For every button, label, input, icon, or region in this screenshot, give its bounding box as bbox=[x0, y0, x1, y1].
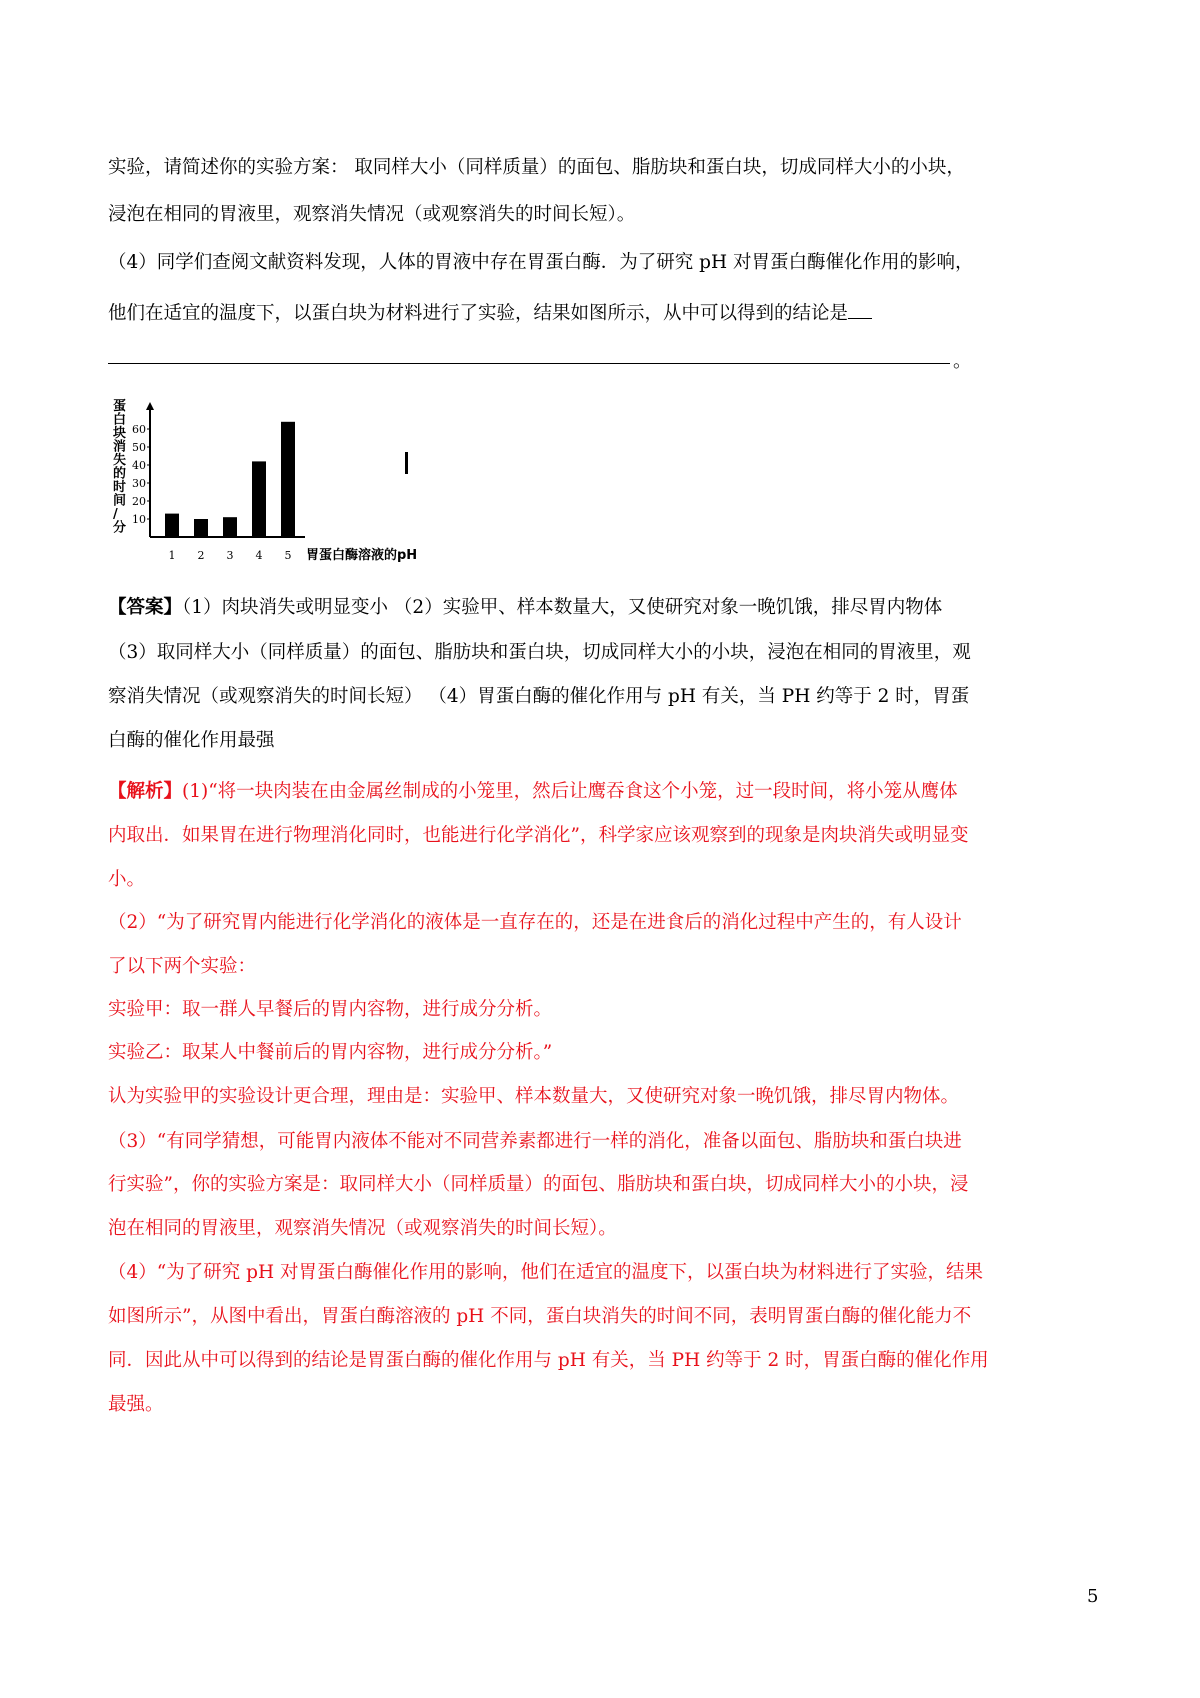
y-axis-label-char: 消 bbox=[113, 439, 127, 455]
y-tick-label: 30 bbox=[132, 477, 146, 490]
bar bbox=[281, 422, 295, 537]
analysis-label: 【解析】 bbox=[108, 781, 183, 802]
y-tick-label: 40 bbox=[132, 459, 146, 472]
analysis-line-10: 行实验”，你的实验方案是：取同样大小（同样质量）的面包、脂肪块和蛋白块，切成同样大小的小块，浸 bbox=[108, 1174, 969, 1195]
analysis-line-14: 同．因此从中可以得到的结论是胃蛋白酶的催化作用与 pH 有关，当 PH 约等于 2 时，胃蛋白酶的催化作用 bbox=[108, 1350, 989, 1371]
page-number: 5 bbox=[1087, 1586, 1099, 1607]
analysis-line-1 bbox=[108, 779, 1108, 805]
answer-blank-start bbox=[848, 298, 872, 319]
question-line-3: （4）同学们查阅文献资料发现，人体的胃液中存在胃蛋白酶．为了研究 pH 对胃蛋白酶催化作用的影响， bbox=[108, 252, 974, 273]
question-line-4 bbox=[108, 298, 1108, 327]
y-ticks bbox=[132, 423, 150, 526]
y-axis-label-char: 蛋 bbox=[113, 399, 127, 414]
bar bbox=[194, 519, 208, 537]
analysis-line-4: （2）“为了研究胃内能进行化学消化的液体是一直存在的，还是在进食后的消化过程中产生的，有人设计 bbox=[108, 912, 962, 933]
answer-blank-line bbox=[108, 363, 950, 364]
bar bbox=[252, 461, 266, 537]
y-axis-label-char: 分 bbox=[113, 520, 127, 536]
analysis-line-2: 内取出．如果胃在进行物理消化同时，也能进行化学消化”，科学家应该观察到的现象是肉块消失或明显变 bbox=[108, 825, 969, 846]
y-tick-label: 60 bbox=[132, 423, 146, 436]
x-tick-label: 2 bbox=[197, 549, 205, 562]
x-tick-label: 1 bbox=[168, 549, 176, 562]
y-axis-label-char: 的 bbox=[113, 466, 127, 482]
analysis-line-6: 实验甲：取一群人早餐后的胃内容物，进行成分分析。 bbox=[108, 999, 553, 1020]
answer-line-4: 白酶的催化作用最强 bbox=[108, 730, 275, 751]
analysis-line-9: （3）“有同学猜想，可能胃内液体不能对不同营养素都进行一样的消化，准备以面包、脂肪块和蛋白块进 bbox=[108, 1131, 962, 1152]
y-axis-label-char: 时 bbox=[113, 480, 127, 495]
blank-end-mark: 。 bbox=[953, 351, 972, 372]
y-axis-label bbox=[113, 398, 126, 536]
x-tick-label: 4 bbox=[255, 549, 263, 562]
analysis-line-12: （4）“为了研究 pH 对胃蛋白酶催化作用的影响，他们在适宜的温度下，以蛋白块为材料进行了实验，结果 bbox=[108, 1262, 983, 1283]
answer-line-1 bbox=[108, 595, 1108, 621]
y-tick-label: 50 bbox=[132, 441, 146, 454]
y-axis-label-char: 块 bbox=[113, 426, 127, 441]
analysis-line-15: 最强。 bbox=[108, 1394, 164, 1415]
analysis-line-13: 如图所示”，从图中看出，胃蛋白酶溶液的 pH 不同，蛋白块消失的时间不同，表明胃蛋白酶的催化能力不 bbox=[108, 1306, 972, 1327]
y-tick-label: 20 bbox=[132, 495, 146, 508]
side-mark bbox=[405, 452, 408, 474]
x-ticks bbox=[169, 549, 292, 562]
y-axis-label-char: / bbox=[113, 507, 118, 522]
answer-label: 【答案】 bbox=[108, 597, 183, 618]
analysis-line-11: 泡在相同的胃液里，观察消失情况（或观察消失的时间长短）。 bbox=[108, 1218, 617, 1239]
bar bbox=[165, 514, 179, 537]
analysis-line-7: 实验乙：取某人中餐前后的胃内容物，进行成分分析。” bbox=[108, 1042, 553, 1063]
analysis-line-1-text: (1)“将一块肉装在由金属丝制成的小笼里，然后让鹰吞食这个小笼，过一段时间，将小笼从鹰体 bbox=[182, 781, 958, 802]
x-axis-label: 胃蛋白酶溶液的pH bbox=[306, 548, 418, 563]
analysis-line-8: 认为实验甲的实验设计更合理，理由是：实验甲、样本数量大，又使研究对象一晚饥饿，排尽胃内物体。 bbox=[108, 1086, 960, 1107]
analysis-line-5: 了以下两个实验： bbox=[108, 956, 257, 977]
y-axis-label-char: 白 bbox=[113, 412, 127, 428]
question-line-2: 浸泡在相同的胃液里，观察消失情况（或观察消失的时间长短）。 bbox=[108, 204, 636, 225]
x-tick-label: 3 bbox=[226, 549, 234, 562]
question-line-4-text: 他们在适宜的温度下，以蛋白块为材料进行了实验，结果如图所示，从中可以得到的结论是 bbox=[108, 303, 849, 324]
answer-line-1-text: （1）肉块消失或明显变小 （2）实验甲、样本数量大，又使研究对象一晚饥饿，排尽胃内物体 bbox=[182, 597, 943, 618]
question-line-1: 实验，请简述你的实验方案： 取同样大小（同样质量）的面包、脂肪块和蛋白块，切成同样大小的小块， bbox=[108, 157, 965, 178]
y-axis-label-char: 失 bbox=[113, 453, 127, 468]
answer-line-3: 察消失情况（或观察消失的时间长短） （4）胃蛋白酶的催化作用与 pH 有关，当 PH 约等于 2 时，胃蛋 bbox=[108, 686, 970, 707]
analysis-line-3: 小。 bbox=[108, 869, 146, 890]
y-axis-arrow bbox=[146, 402, 154, 410]
bar bbox=[223, 517, 237, 537]
y-axis-label-char: 间 bbox=[113, 493, 127, 509]
x-tick-label: 5 bbox=[284, 549, 292, 562]
ph-bar-chart bbox=[105, 392, 450, 617]
bars bbox=[165, 422, 295, 537]
answer-line-2: （3）取同样大小（同样质量）的面包、脂肪块和蛋白块，切成同样大小的小块，浸泡在相同的胃液里，观 bbox=[108, 642, 971, 663]
y-tick-label: 10 bbox=[132, 513, 146, 526]
